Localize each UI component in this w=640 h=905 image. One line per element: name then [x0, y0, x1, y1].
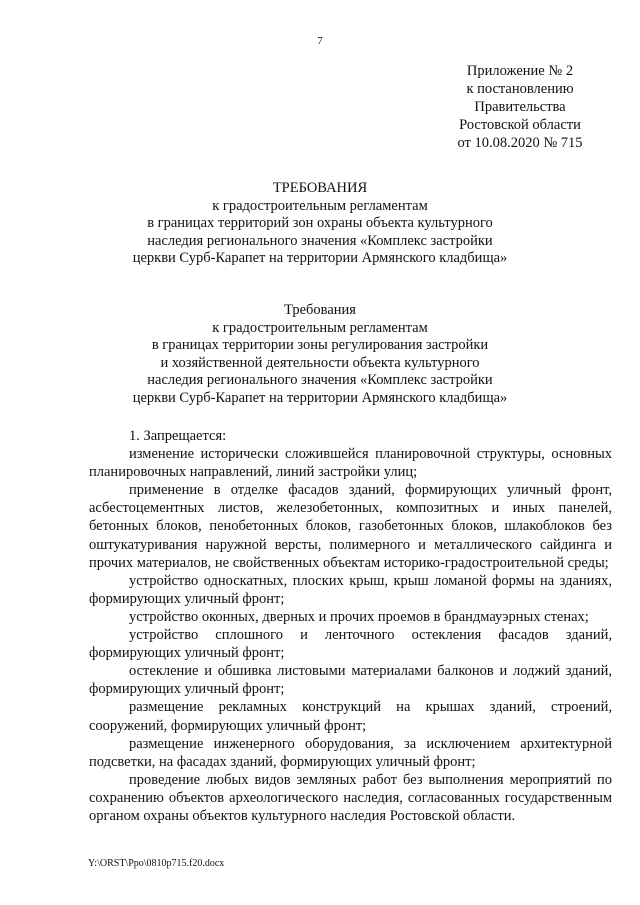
requirement-paragraph: устройство односкатных, плоских крыш, крыш ломаной формы на зданиях, формирующих уличный фронт; — [89, 572, 612, 607]
requirement-paragraph: остекление и обшивка листовыми материалами балконов и лоджий зданий, формирующих уличный фронт; — [89, 663, 612, 698]
section-title — [90, 302, 550, 408]
section-title-line: в границах территории зоны регулирования застройки — [151, 337, 489, 354]
requirement-paragraph: устройство сплошного и ленточного остекления фасадов зданий, формирующих уличный фронт; — [89, 627, 612, 662]
file-path-footer: Y:\ORST\Ppo\0810p715.f20.docx — [88, 858, 225, 869]
appendix-line: Ростовской области — [459, 117, 581, 133]
section-title-line: наследия регионального значения «Комплекс застройки — [147, 372, 493, 389]
appendix-line: к постановлению — [466, 81, 574, 97]
section-heading: 1. Запрещается: — [129, 428, 227, 444]
section-title-line: Требования — [284, 302, 356, 318]
title-line: к градостроительным регламентам — [212, 197, 428, 214]
title-line: ТРЕБОВАНИЯ — [272, 180, 368, 196]
requirement-paragraph: устройство оконных, дверных и прочих проемов в брандмауэрных стенах; — [129, 608, 589, 625]
requirement-paragraph: размещение инженерного оборудования, за исключением архитектурной подсветки, на фасадах зданий, формирующих уличный фронт; — [89, 735, 612, 770]
title-line: церкви Сурб-Карапет на территории Армянского кладбища» — [132, 250, 508, 267]
requirement-paragraph: изменение исторически сложившейся планировочной структуры, основных планировочных направлений, линий застройки улиц; — [89, 446, 612, 481]
requirement-paragraph: применение в отделке фасадов зданий, формирующих уличный фронт, асбестоцементных листов, железобетонных, композитных и иных панелей, бетонных блоков, пенобетонных блоков, газобетонных блоков, шлакоблоков без оштукатуривания наружной версты, полимерного и металлического сайдинга и прочих материалов, не свойственных объектам историко-градостроительной среды; — [89, 482, 612, 571]
page-number: 7 — [317, 35, 323, 47]
appendix-line: Приложение № 2 — [466, 63, 574, 79]
section-title-line: и хозяйственной деятельности объекта культурного — [160, 354, 480, 371]
appendix-line: Правительства — [474, 99, 566, 115]
title-line: наследия регионального значения «Комплекс застройки — [147, 232, 493, 249]
title-line: в границах территорий зон охраны объекта культурного — [147, 215, 493, 232]
appendix-line: от 10.08.2020 № 715 — [457, 135, 583, 151]
appendix-header — [420, 62, 620, 152]
document-title — [90, 180, 550, 268]
section-title-line: церкви Сурб-Карапет на территории Армянского кладбища» — [132, 389, 508, 406]
requirements-body — [89, 427, 612, 825]
requirement-paragraph: проведение любых видов земляных работ без выполнения мероприятий по сохранению объектов археологического наследия, согласованных государственным органом охраны объектов культурного наследия Ростовской области. — [89, 771, 612, 824]
requirement-paragraph: размещение рекламных конструкций на крышах зданий, строений, сооружений, формирующих уличный фронт; — [89, 699, 612, 734]
section-title-line: к градостроительным регламентам — [212, 319, 428, 336]
